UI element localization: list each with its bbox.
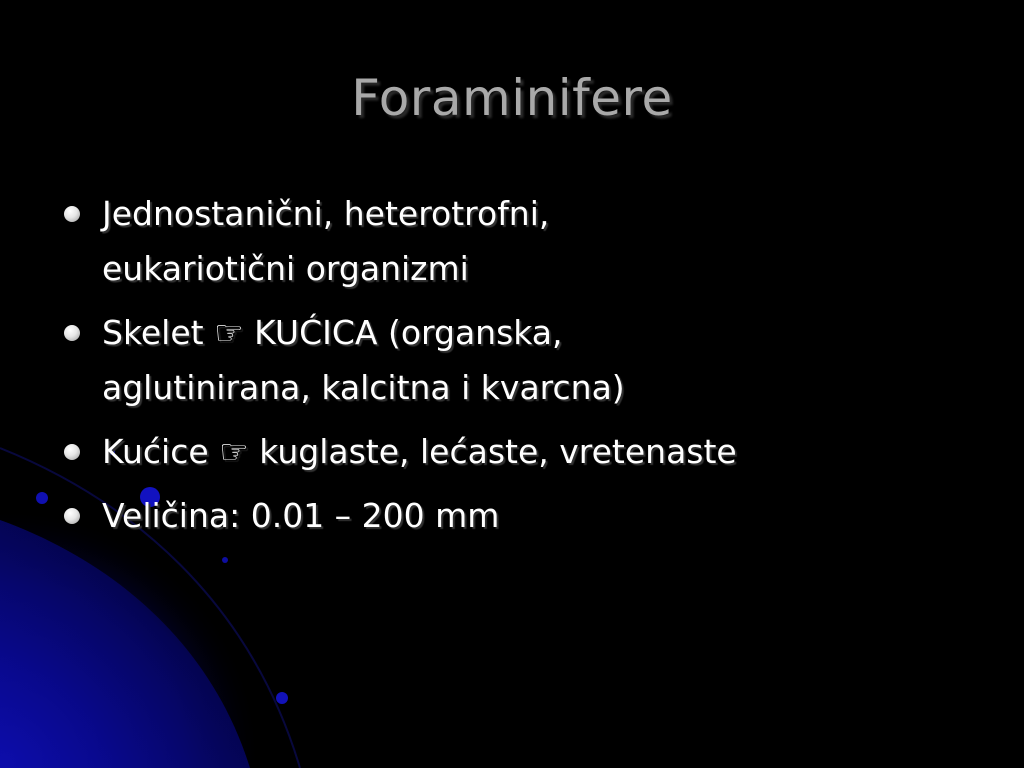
bullet-list — [62, 186, 962, 552]
bullet-item — [62, 305, 962, 415]
bullet-item — [62, 424, 962, 479]
bullet-item — [62, 186, 962, 296]
bullet-text: Jednostanični, heterotrofni, eukariotični organizmi — [102, 194, 550, 288]
bullet-text: Veličina: 0.01 – 200 mm — [102, 496, 500, 535]
bullet-dot-icon — [64, 325, 80, 341]
bubble-small-2 — [276, 692, 288, 704]
slide-title: Foraminifere — [351, 69, 673, 127]
bullet-text: Skelet ☞ KUĆICA (organska, aglutinirana, kalcitna i kvarcna) — [102, 313, 625, 407]
bubble-tiny-2 — [222, 557, 228, 563]
bullet-dot-icon — [64, 444, 80, 460]
bullet-dot-icon — [64, 206, 80, 222]
bubble-small-1 — [36, 492, 48, 504]
bullet-dot-icon — [64, 508, 80, 524]
bullet-text: Kućice ☞ kuglaste, lećaste, vretenaste — [102, 432, 737, 471]
bullet-item — [62, 488, 962, 543]
